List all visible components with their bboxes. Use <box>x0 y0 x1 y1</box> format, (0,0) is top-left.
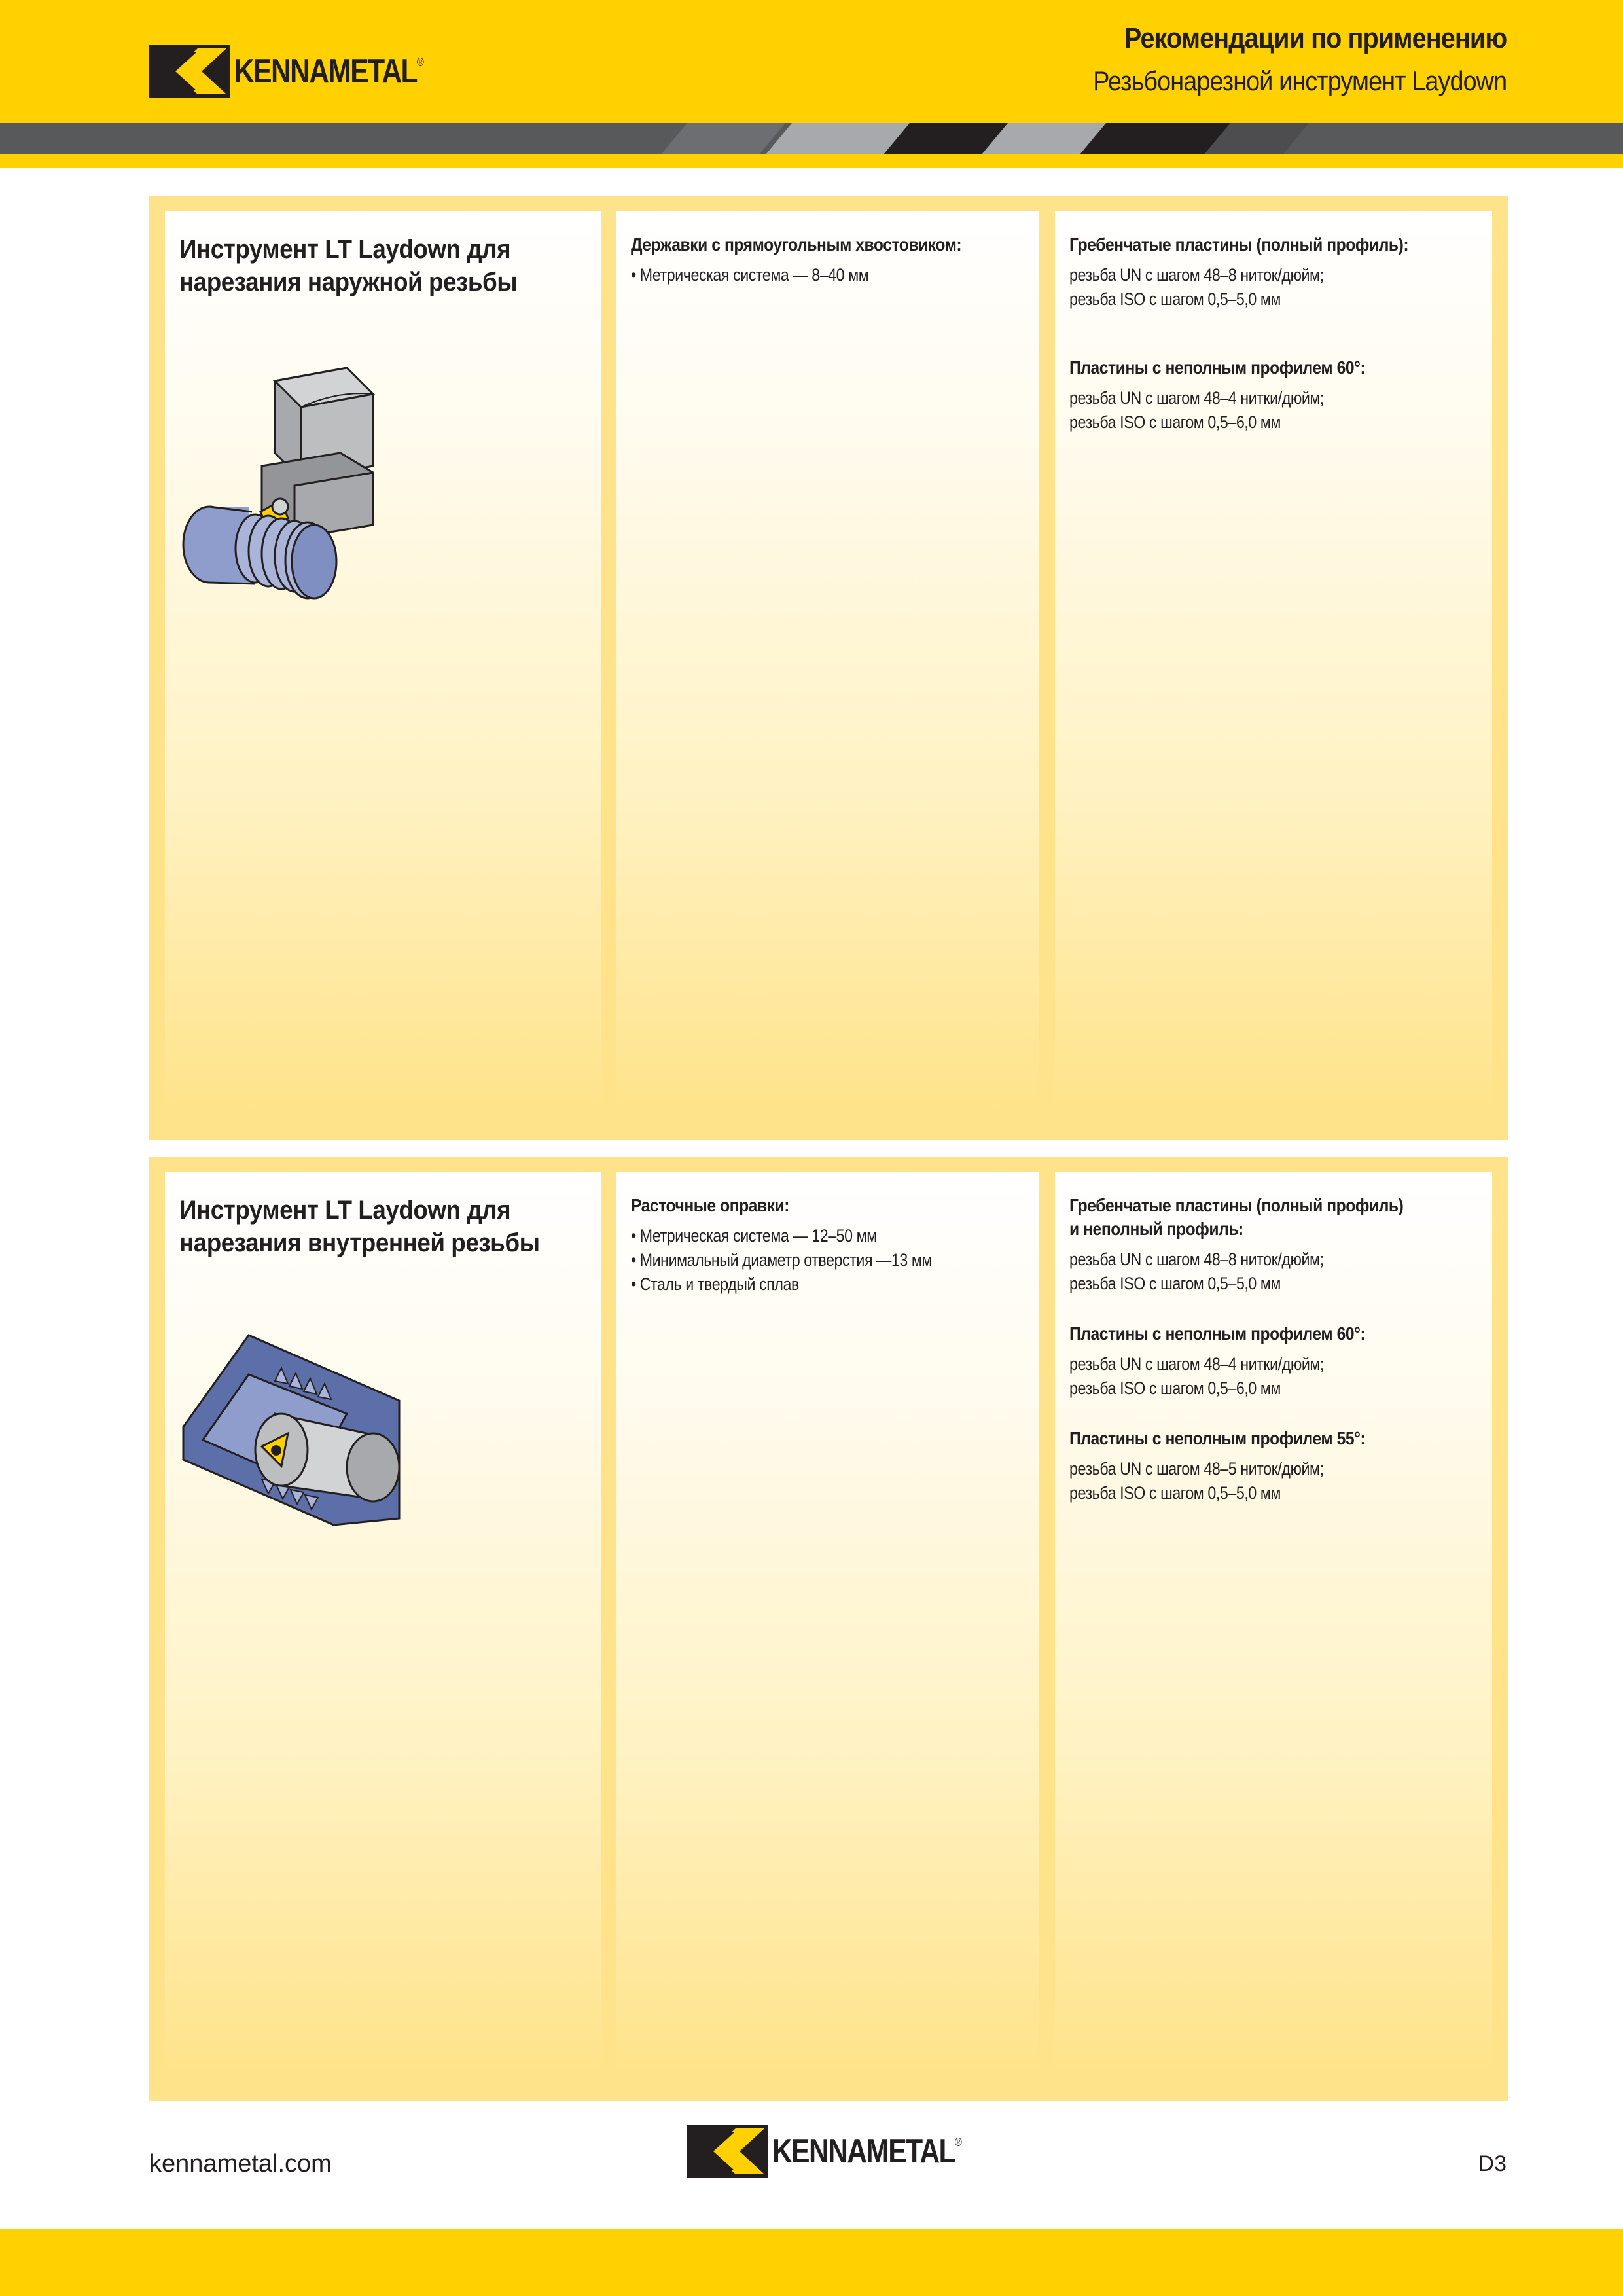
holders-item: • Минимальный диаметр отверстия —13 мм <box>631 1250 932 1270</box>
insert-line: резьба ISO с шагом 0,5–6,0 мм <box>1069 1378 1281 1398</box>
holders-item: • Метрическая система — 12–50 мм <box>631 1226 877 1246</box>
insert-block <box>1069 356 1455 435</box>
internal-threading-panel <box>149 1157 1508 2101</box>
insert-line: резьба ISO с шагом 0,5–6,0 мм <box>1069 412 1281 432</box>
insert-heading: Гребенчатые пластины (полный профиль) <box>1069 1195 1404 1215</box>
page-header <box>0 0 1623 123</box>
kennametal-footer-logo <box>687 2125 1003 2178</box>
insert-heading: Пластины с неполным профилем 55°: <box>1069 1428 1366 1448</box>
holders-block <box>631 233 1007 287</box>
external-threading-panel <box>149 196 1508 1140</box>
insert-line: резьба ISO с шагом 0,5–5,0 мм <box>1069 289 1281 309</box>
internal-threading-tool-illustration <box>177 1329 412 1545</box>
insert-line: резьба UN с шагом 48–8 ниток/дюйм; <box>1069 265 1324 285</box>
kennametal-k-icon <box>687 2125 768 2178</box>
inserts-card <box>1055 211 1492 1114</box>
insert-line: резьба ISO с шагом 0,5–5,0 мм <box>1069 1483 1281 1503</box>
tool-overview-card <box>165 211 601 1114</box>
brand-name: KENNAMETAL <box>772 2132 955 2170</box>
holders-item: • Сталь и твердый сплав <box>631 1274 799 1294</box>
trademark-mark: ® <box>416 56 423 69</box>
insert-heading: и неполный профиль: <box>1069 1219 1243 1239</box>
insert-heading: Гребенчатые пластины (полный профиль): <box>1069 234 1409 255</box>
brand-name: KENNAMETAL <box>234 52 417 90</box>
tool-overview-card <box>165 1172 601 2075</box>
holders-block <box>631 1194 981 1297</box>
external-threading-tool-illustration <box>177 355 399 617</box>
insert-block <box>1069 1194 1449 1296</box>
insert-line: резьба UN с шагом 48–8 ниток/дюйм; <box>1069 1249 1324 1269</box>
page-number: D3 <box>1478 2151 1507 2176</box>
kennametal-k-icon <box>149 45 230 98</box>
trademark-mark: ® <box>954 2136 961 2149</box>
holders-card <box>616 1172 1039 2075</box>
insert-heading: Пластины с неполным профилем 60°: <box>1069 1323 1366 1344</box>
insert-line: резьба ISO с шагом 0,5–5,0 мм <box>1069 1274 1281 1293</box>
decorative-stripe-band <box>0 123 1623 154</box>
holders-item: • Метрическая система — 8–40 мм <box>631 265 869 285</box>
kennametal-logo <box>149 45 465 98</box>
page-subtitle: Резьбонарезной инструмент Laydown <box>1093 65 1507 96</box>
section-title: Инструмент LT Laydown для нарезания наружной резьбы <box>179 235 518 296</box>
insert-block <box>1069 233 1455 312</box>
website-link[interactable]: kennametal.com <box>149 2150 332 2178</box>
inserts-card <box>1055 1172 1492 2075</box>
section-title: Инструмент LT Laydown для нарезания внутренней резьбы <box>179 1196 540 1257</box>
footer-yellow-band <box>0 2229 1623 2296</box>
holders-heading: Расточные оправки: <box>631 1195 790 1215</box>
insert-line: резьба UN с шагом 48–5 ниток/дюйм; <box>1069 1459 1324 1479</box>
insert-line: резьба UN с шагом 48–4 нитки/дюйм; <box>1069 1354 1324 1374</box>
insert-heading: Пластины с неполным профилем 60°: <box>1069 357 1366 378</box>
holders-card <box>616 211 1039 1114</box>
holders-heading: Державки с прямоугольным хвостовиком: <box>631 234 962 255</box>
insert-line: резьба UN с шагом 48–4 нитки/дюйм; <box>1069 388 1324 408</box>
insert-block <box>1069 1427 1449 1505</box>
header-yellow-rule <box>0 154 1623 168</box>
insert-block <box>1069 1322 1449 1401</box>
page-title: Рекомендации по применению <box>1124 22 1507 54</box>
